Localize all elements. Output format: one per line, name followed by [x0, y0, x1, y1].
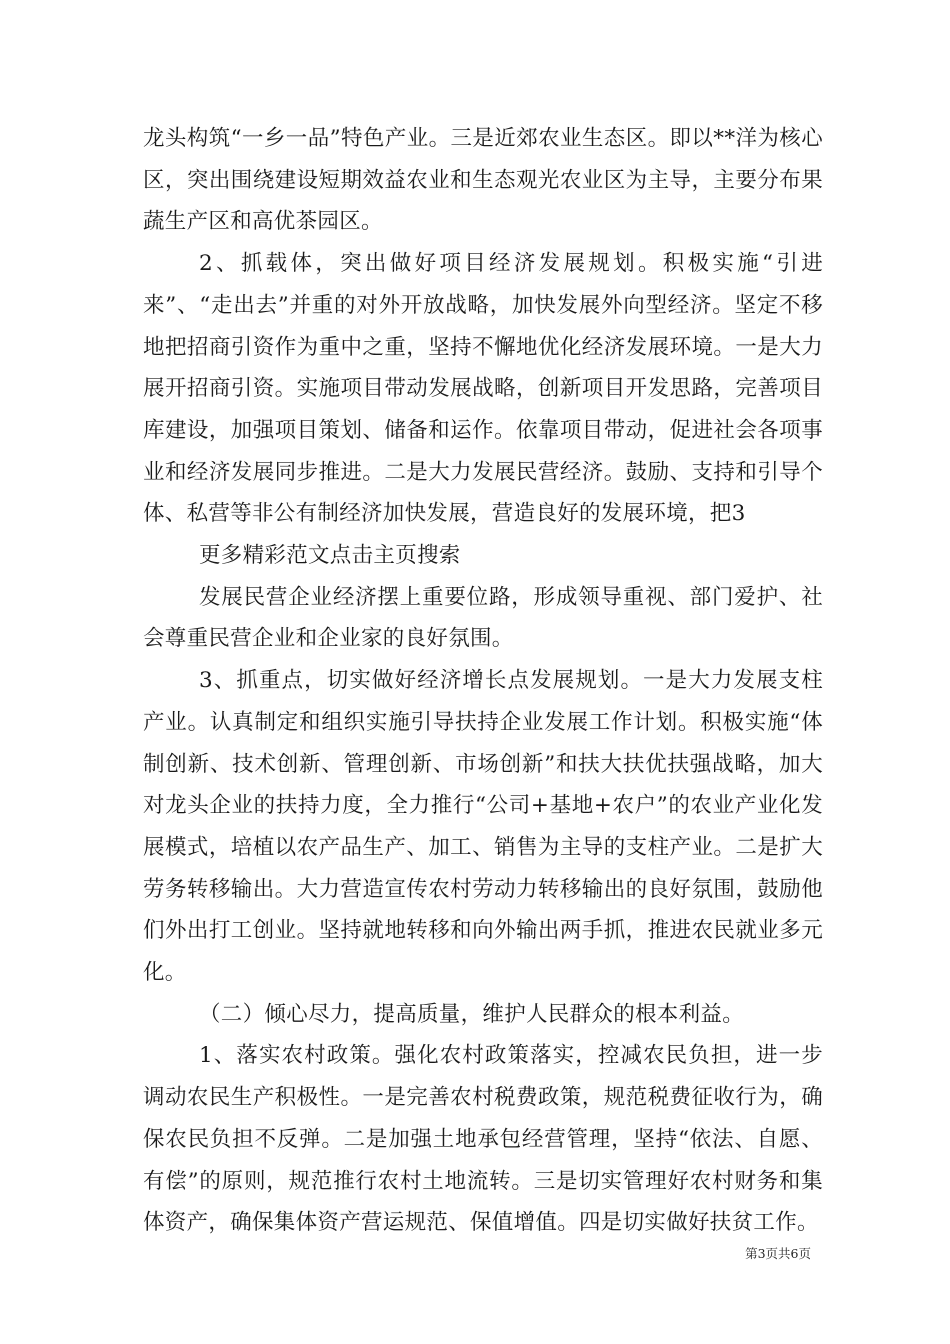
paragraph-private-enterprise: 发展民营企业经济摆上重要位路，形成领导重视、部门爱护、社会尊重民营企业和企业家的良好氛围。 — [143, 584, 823, 652]
paragraph-continuation: 龙头构筑“一乡一品”特色产业。三是近郊农业生态区。即以**洋为核心区，突出围绕建设短期效益农业和生态观光农业区为主导，主要分布果蔬生产区和高优茶园区。 — [143, 126, 823, 235]
section-heading: （二）倾心尽力，提高质量，维护人民群众的根本利益。 — [199, 1001, 745, 1027]
paragraph-promo-note: 更多精彩范文点击主页搜索 — [199, 543, 461, 569]
document-body — [143, 118, 823, 1244]
paragraph-project-economy: 2、抓载体，突出做好项目经济发展规划。积极实施“引进来”、“走出去”并重的对外开放战略，加快发展外向型经济。坚定不移地把招商引资作为重中之重，坚持不懈地优化经济发展环境。一是大力展开招商引资。实施项目带动发展战略，创新项目开发思路，完善项目库建设，加强项目策划、储备和运作。依靠项目带动，促进社会各项事业和经济发展同步推进。二是大力发展民营经济。鼓励、支持和引导个体、私营等非公有制经济加快发展，营造良好的发展环境，把3 — [143, 251, 823, 527]
page-number: 第3页共6页 — [745, 1246, 811, 1261]
paragraph-rural-policy: 1、落实农村政策。强化农村政策落实，控减农民负担，进一步调动农民生产积极性。一是完善农村税费政策，规范税费征收行为，确保农民负担不反弹。二是加强土地承包经营管理，坚持“依法、自愿、有偿”的原则，规范推行农村土地流转。三是切实管理好农村财务和集体资产，确保集体资产营运规范、保值增值。四是切实做好扶贫工作。 — [143, 1043, 823, 1236]
paragraph-growth-points: 3、抓重点，切实做好经济增长点发展规划。一是大力发展支柱产业。认真制定和组织实施引导扶持企业发展工作计划。积极实施“体制创新、技术创新、管理创新、市场创新”和扶大扶优扶强战略，加大对龙头企业的扶持力度，全力推行“公司+基地+农户”的农业产业化发展模式，培植以农产品生产、加工、销售为主导的支柱产业。二是扩大劳务转移输出。大力营造宣传农村劳动力转移输出的良好氛围，鼓励他们外出打工创业。坚持就地转移和向外输出两手抓，推进农民就业多元化。 — [143, 668, 823, 986]
